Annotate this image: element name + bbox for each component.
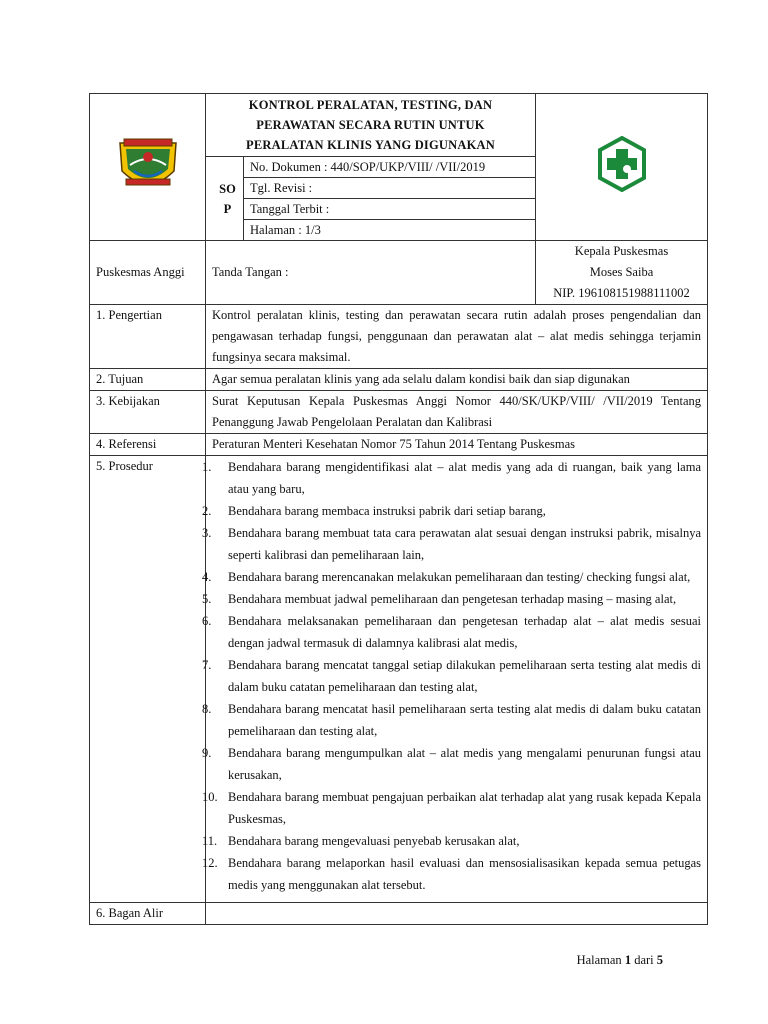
title-line-3: PERALATAN KLINIS YANG DIGUNAKAN bbox=[246, 138, 495, 152]
halaman: Halaman : 1/3 bbox=[244, 220, 536, 241]
prosedur-step-text: Bendahara barang mencatat tanggal setiap dilakukan pemeliharaan serta testing alat medis di dalam buku catatan pemeliharaan dan testing alat, bbox=[228, 658, 701, 694]
prosedur-step-text: Bendahara barang membuat tata cara perawatan alat sesuai dengan instruksi pabrik, misalnya seperti kalibrasi dan pemeliharaan lain, bbox=[228, 526, 701, 562]
prosedur-list bbox=[202, 456, 707, 902]
prosedur-step-text: Bendahara barang merencanakan melakukan pemeliharaan dan testing/ checking fungsi alat, bbox=[228, 570, 691, 584]
prosedur-step-number: 11. bbox=[202, 834, 218, 848]
page-footer bbox=[577, 953, 663, 968]
referensi-label: 4. Referensi bbox=[90, 434, 206, 456]
prosedur-step-number: 5. bbox=[202, 592, 212, 606]
kepala-title: Kepala Puskesmas bbox=[574, 244, 669, 258]
prosedur-step bbox=[202, 742, 701, 786]
tujuan-text: Agar semua peralatan klinis yang ada selalu dalam kondisi baik dan siap digunakan bbox=[206, 369, 708, 391]
prosedur-step-text: Bendahara membuat jadwal pemeliharaan dan pengetesan terhadap masing – masing alat, bbox=[228, 592, 677, 606]
prosedur-step-number: 8. bbox=[202, 702, 212, 716]
bagan-alir-label: 6. Bagan Alir bbox=[90, 903, 206, 925]
prosedur-step-text: Bendahara barang melaporkan hasil evaluasi dan mensosialisasikan kepada semua petugas medis yang menggunakan alat tersebut. bbox=[228, 856, 701, 892]
tujuan-label: 2. Tujuan bbox=[90, 369, 206, 391]
sop-label bbox=[206, 157, 244, 241]
pengertian-label: 1. Pengertian bbox=[90, 305, 206, 369]
kepala-nip: NIP. 196108151988111002 bbox=[553, 286, 690, 300]
bagan-alir-content bbox=[206, 903, 708, 925]
sop-label-line-1: SO bbox=[219, 181, 236, 196]
prosedur-step-text: Bendahara barang mengumpulkan alat – alat medis yang mengalami penurunan fungsi atau kerusakan, bbox=[228, 746, 701, 782]
prosedur-step-number: 3. bbox=[202, 526, 212, 540]
prosedur-step-number: 4. bbox=[202, 570, 212, 584]
prosedur-step bbox=[202, 698, 701, 742]
prosedur-step-number: 9. bbox=[202, 746, 212, 760]
title-line-1: KONTROL PERALATAN, TESTING, DAN bbox=[248, 98, 493, 112]
kebijakan-label: 3. Kebijakan bbox=[90, 391, 206, 434]
referensi-text: Peraturan Menteri Kesehatan Nomor 75 Tahun 2014 Tentang Puskesmas bbox=[206, 434, 708, 456]
document-title bbox=[206, 94, 536, 157]
prosedur-step-number: 6. bbox=[202, 614, 212, 628]
kepala-block bbox=[536, 241, 708, 305]
puskesmas-logo bbox=[594, 136, 650, 192]
prosedur-step-text: Bendahara barang mengevaluasi penyebab kerusakan alat, bbox=[228, 834, 520, 848]
org-name: Puskesmas Anggi bbox=[90, 241, 206, 305]
prosedur-step-number: 2. bbox=[202, 504, 212, 518]
footer-total: 5 bbox=[656, 953, 663, 967]
prosedur-step-text: Bendahara barang membuat pengajuan perbaikan alat terhadap alat yang rusak kepada Kepala Puskesmas, bbox=[228, 790, 701, 826]
puskesmas-logo-cell bbox=[536, 94, 708, 241]
kepala-name: Moses Saiba bbox=[589, 265, 654, 279]
prosedur-step bbox=[202, 610, 701, 654]
kabupaten-logo bbox=[116, 135, 180, 193]
prosedur-step bbox=[202, 566, 701, 588]
prosedur-step-text: Bendahara barang mencatat hasil pemeliharaan serta testing alat medis di dalam buku catatan pemeliharaan dan testing alat, bbox=[228, 702, 701, 738]
footer-middle: dari bbox=[631, 953, 657, 967]
prosedur-step-number: 1. bbox=[202, 460, 212, 474]
prosedur-step-text: Bendahara melaksanakan pemeliharaan dan pengetesan terhadap alat – alat medis sesuai dengan jadwal termasuk di dalamnya kalibrasi alat medis, bbox=[228, 614, 701, 650]
prosedur-step bbox=[202, 654, 701, 698]
footer-page: 1 bbox=[624, 953, 632, 967]
prosedur-step bbox=[202, 500, 701, 522]
prosedur-step-number: 12. bbox=[202, 856, 218, 870]
sop-label-line-2: P bbox=[223, 201, 232, 216]
prosedur-step-number: 7. bbox=[202, 658, 212, 672]
prosedur-step bbox=[202, 852, 701, 896]
tanggal-terbit: Tanggal Terbit : bbox=[244, 199, 536, 220]
prosedur-step-number: 10. bbox=[202, 790, 218, 804]
prosedur-step-text: Bendahara barang membaca instruksi pabrik dari setiap barang, bbox=[228, 504, 546, 518]
pengertian-text: Kontrol peralatan klinis, testing dan perawatan secara rutin adalah proses pengendalian dan pengawasan terhadap fungsi, penggunaan dan perawatan alat – alat medis sehingga terjamin fungsinya secara maksimal. bbox=[206, 305, 708, 369]
footer-prefix: Halaman bbox=[576, 953, 625, 967]
prosedur-step bbox=[202, 830, 701, 852]
sop-document bbox=[89, 93, 707, 925]
kebijakan-text: Surat Keputusan Kepala Puskesmas Anggi Nomor 440/SK/UKP/VIII/ /VII/2019 Tentang Penanggung Jawab Pengelolaan Peralatan dan Kalibrasi bbox=[206, 391, 708, 434]
prosedur-step-text: Bendahara barang mengidentifikasi alat – alat medis yang ada di ruangan, baik yang lama atau yang baru, bbox=[228, 460, 701, 496]
prosedur-step bbox=[202, 588, 701, 610]
prosedur-step bbox=[202, 522, 701, 566]
no-dokumen: No. Dokumen : 440/SOP/UKP/VIII/ /VII/2019 bbox=[244, 157, 536, 178]
prosedur-step bbox=[202, 786, 701, 830]
prosedur-label: 5. Prosedur bbox=[90, 456, 206, 903]
tgl-revisi: Tgl. Revisi : bbox=[244, 178, 536, 199]
prosedur-steps bbox=[202, 456, 708, 903]
prosedur-step bbox=[202, 456, 701, 500]
title-line-2: PERAWATAN SECARA RUTIN UNTUK bbox=[256, 118, 485, 132]
tanda-tangan: Tanda Tangan : bbox=[206, 241, 536, 305]
sop-table bbox=[89, 93, 708, 925]
kabupaten-logo-cell bbox=[90, 94, 206, 241]
